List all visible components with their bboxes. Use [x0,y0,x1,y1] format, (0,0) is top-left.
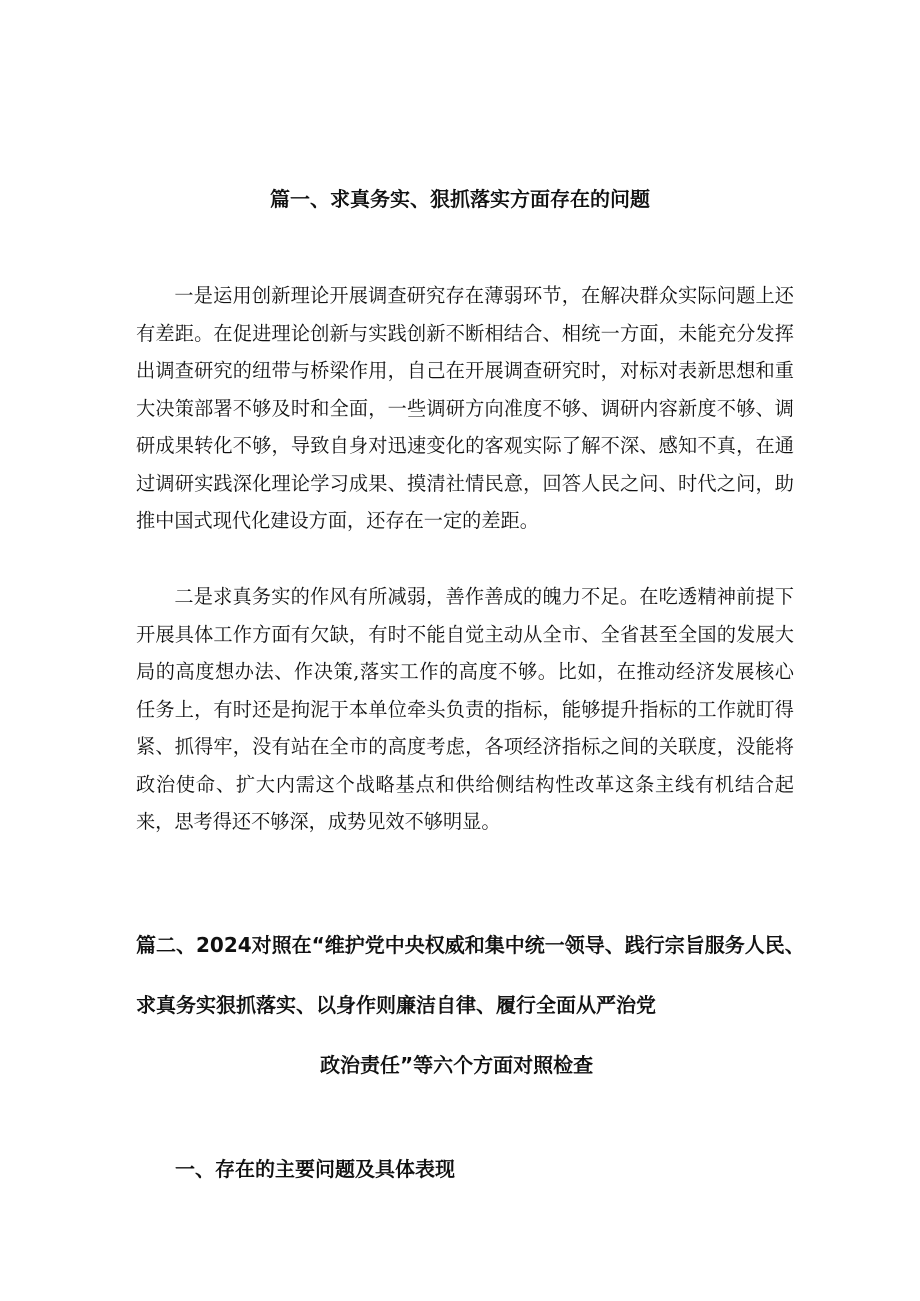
section2-subheading: 一、存在的主要问题及具体表现 [175,1157,455,1181]
section1-title: 篇一、求真务实、狠抓落实方面存在的问题 [270,187,650,211]
section2-title-line-2: 求真务实狠抓落实、以身作则廉洁自律、履行全面从严治党 [136,993,656,1017]
section2-title-line-1: 篇二、2024对照在“维护党中央权威和集中统一领导、践行宗旨服务人民、 [136,933,805,957]
section2-title-line-3: 政治责任”等六个方面对照检查 [320,1053,594,1077]
section1-paragraph-1: 一是运用创新理论开展调查研究存在薄弱环节，在解决群众实际问题上还有差距。在促进理论创新与实践创新不断相结合、相统一方面，未能充分发挥出调查研究的纽带与桥梁作用，自己在开展调查研究时，对标对表新思想和重大决策部署不够及时和全面，一些调研方向准度不够、调研内容新度不够、调研成果转化不够，导致自身对迅速变化的客观实际了解不深、感知不真，在通过调研实践深化理论学习成果、摸清社情民意，回答人民之问、时代之问，助推中国式现代化建设方面，还存在一定的差距。 [136,284,794,532]
section1-paragraph-2: 二是求真务实的作风有所减弱，善作善成的魄力不足。在吃透精神前提下开展具体工作方面有欠缺，有时不能自觉主动从全市、全省甚至全国的发展大局的高度想办法、作决策,落实工作的高度不够。比如，在推动经济发展核心任务上，有时还是拘泥于本单位牵头负责的指标，能够提升指标的工作就盯得紧、抓得牢，没有站在全市的高度考虑，各项经济指标之间的关联度，没能将政治使命、扩大内需这个战略基点和供给侧结构性改革这条主线有机结合起来，思考得还不够深，成势见效不够明显。 [136,585,794,833]
